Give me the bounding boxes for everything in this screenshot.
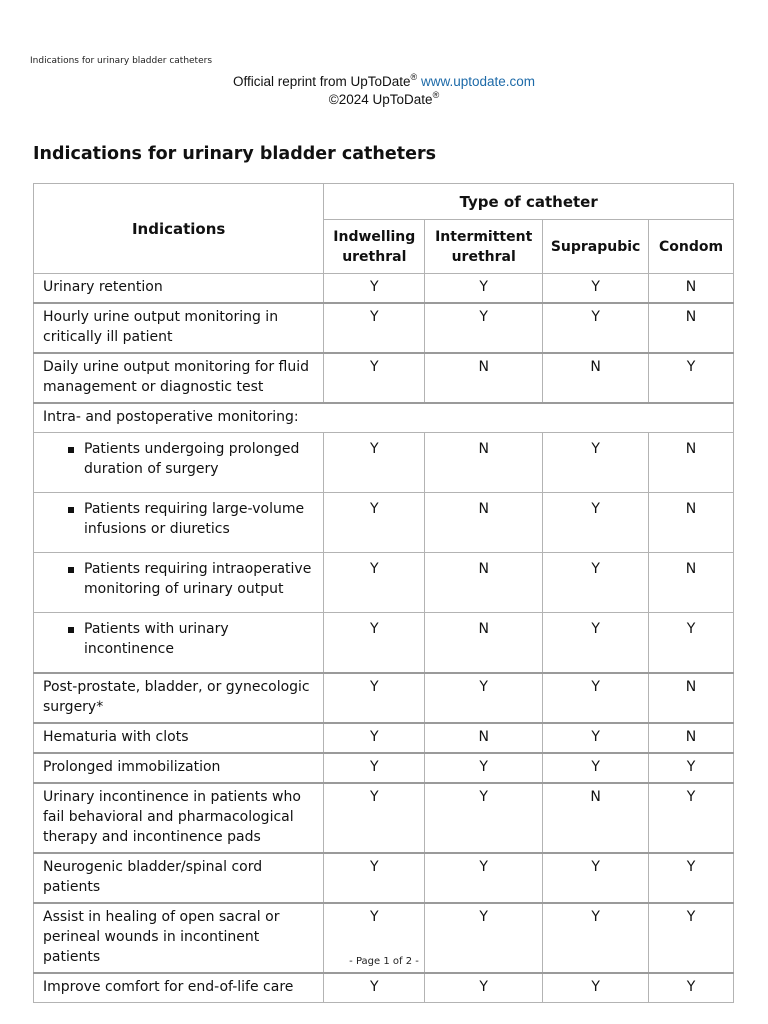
document-header-label: Indications for urinary bladder catheters: [30, 56, 213, 66]
cell-value: N: [649, 723, 734, 753]
row-label: Prolonged immobilization: [34, 753, 324, 783]
reprint-line: [0, 73, 768, 91]
cell-value: Y: [425, 274, 543, 304]
table-row: [34, 973, 734, 1003]
registered-mark: ®: [410, 72, 418, 82]
cell-value: Y: [324, 613, 425, 674]
cell-value: N: [425, 553, 543, 613]
cell-value: Y: [324, 783, 425, 853]
cell-value: Y: [543, 493, 649, 553]
bullet-row-label: Patients requiring large-volume infusions or diuretics: [34, 493, 324, 553]
table-row: [34, 613, 734, 674]
cell-value: Y: [543, 673, 649, 723]
cell-value: Y: [543, 613, 649, 674]
page-title: Indications for urinary bladder catheters: [33, 144, 437, 164]
cell-value: Y: [543, 433, 649, 493]
table-row: [34, 753, 734, 783]
cell-value: Y: [425, 673, 543, 723]
cell-value: Y: [425, 973, 543, 1003]
cell-value: Y: [543, 723, 649, 753]
row-label: Assist in healing of open sacral or perineal wounds in incontinent patients: [34, 903, 324, 973]
reprint-text: Official reprint from UpToDate: [232, 74, 411, 89]
row-label: Improve comfort for end-of-life care: [34, 973, 324, 1003]
row-label: Urinary incontinence in patients who fail behavioral and pharmacological therapy and incontinence pads: [34, 783, 324, 853]
table-row: [34, 433, 734, 493]
catheter-type-group-header: Type of catheter: [324, 184, 734, 220]
cell-value: Y: [425, 903, 543, 973]
cell-value: Y: [543, 274, 649, 304]
row-label: Post-prostate, bladder, or gynecologic surgery*: [34, 673, 324, 723]
row-label: Neurogenic bladder/spinal cord patients: [34, 853, 324, 903]
cell-value: Y: [324, 493, 425, 553]
cell-value: N: [649, 303, 734, 353]
table-row: [34, 274, 734, 304]
cell-value: Y: [649, 903, 734, 973]
cell-value: N: [649, 274, 734, 304]
cell-value: N: [543, 353, 649, 403]
table-row: [34, 303, 734, 353]
cell-value: Y: [425, 753, 543, 783]
cell-value: Y: [649, 973, 734, 1003]
column-header-condom: Condom: [649, 220, 734, 274]
cell-value: Y: [324, 723, 425, 753]
cell-value: Y: [324, 673, 425, 723]
cell-value: N: [425, 493, 543, 553]
cell-value: Y: [543, 903, 649, 973]
bullet-row-label: Patients with urinary incontinence: [34, 613, 324, 674]
table-row: [34, 553, 734, 613]
cell-value: N: [425, 723, 543, 753]
section-row: [34, 403, 734, 433]
cell-value: Y: [543, 853, 649, 903]
copyright-line: [0, 91, 768, 109]
section-label: Intra- and postoperative monitoring:: [34, 403, 734, 433]
cell-value: Y: [649, 353, 734, 403]
cell-value: Y: [324, 973, 425, 1003]
cell-value: Y: [425, 783, 543, 853]
cell-value: N: [649, 433, 734, 493]
cell-value: N: [425, 433, 543, 493]
bullet-row-label: Patients undergoing prolonged duration of surgery: [34, 433, 324, 493]
column-header-suprapubic: Suprapubic: [543, 220, 649, 274]
bullet-row-label: Patients requiring intraoperative monitoring of urinary output: [34, 553, 324, 613]
copyright-registered-mark: ®: [432, 90, 440, 100]
cell-value: Y: [543, 303, 649, 353]
table-row: [34, 723, 734, 753]
row-label: Hematuria with clots: [34, 723, 324, 753]
cell-value: Y: [324, 853, 425, 903]
row-label: Hourly urine output monitoring in critically ill patient: [34, 303, 324, 353]
cell-value: Y: [543, 973, 649, 1003]
table-row: [34, 673, 734, 723]
row-label: Daily urine output monitoring for fluid management or diagnostic test: [34, 353, 324, 403]
cell-value: N: [543, 783, 649, 853]
cell-value: Y: [324, 274, 425, 304]
table-row: [34, 493, 734, 553]
cell-value: Y: [324, 353, 425, 403]
cell-value: Y: [649, 853, 734, 903]
cell-value: Y: [649, 753, 734, 783]
page-footer: - Page 1 of 2 -: [349, 956, 419, 967]
cell-value: Y: [649, 613, 734, 674]
table-row: [34, 783, 734, 853]
column-header-intermittent: Intermittent urethral: [425, 220, 543, 274]
cell-value: Y: [425, 303, 543, 353]
indications-table: [33, 183, 734, 1003]
cell-value: Y: [425, 853, 543, 903]
cell-value: N: [649, 673, 734, 723]
cell-value: Y: [324, 303, 425, 353]
cell-value: Y: [543, 553, 649, 613]
cell-value: Y: [324, 553, 425, 613]
cell-value: N: [425, 353, 543, 403]
cell-value: Y: [324, 433, 425, 493]
cell-value: Y: [649, 783, 734, 853]
cell-value: Y: [324, 753, 425, 783]
cell-value: Y: [543, 753, 649, 783]
table-row: [34, 853, 734, 903]
table-row: [34, 353, 734, 403]
cell-value: N: [649, 493, 734, 553]
copyright-text: ©2024 UpToDate: [328, 92, 433, 107]
cell-value: Y: [324, 903, 425, 973]
indications-column-header: Indications: [34, 184, 324, 274]
row-label: Urinary retention: [34, 274, 324, 304]
uptodate-link[interactable]: www.uptodate.com: [420, 74, 536, 89]
cell-value: N: [649, 553, 734, 613]
cell-value: N: [425, 613, 543, 674]
reprint-notice: [0, 73, 768, 109]
column-header-indwelling: Indwelling urethral: [324, 220, 425, 274]
